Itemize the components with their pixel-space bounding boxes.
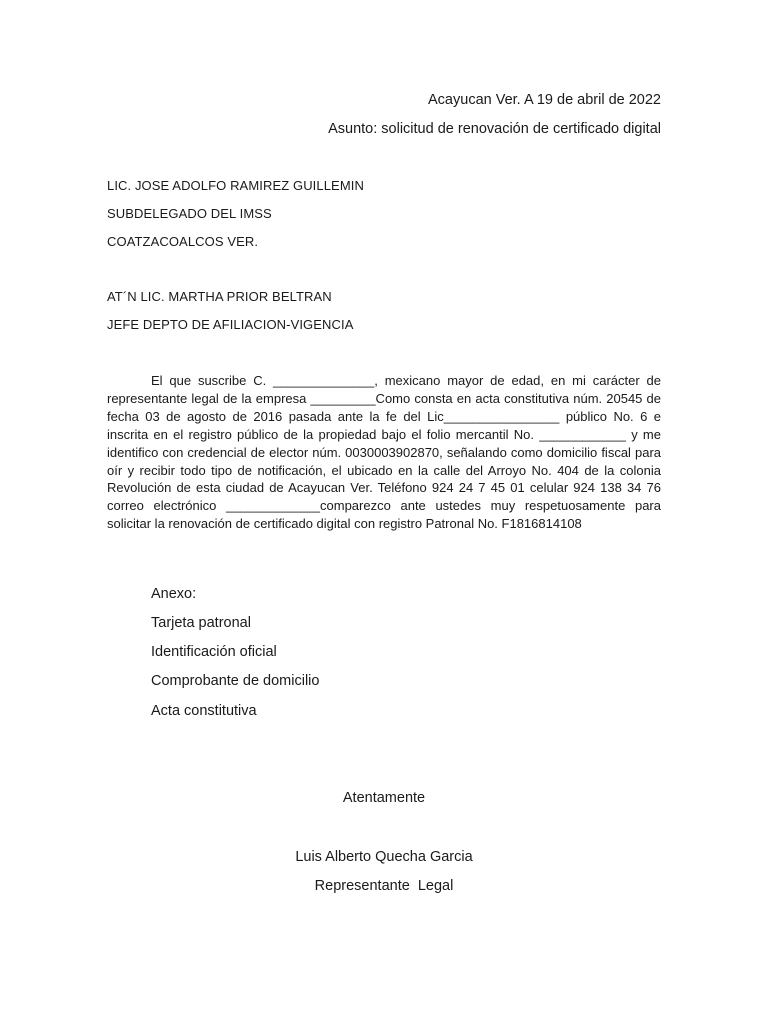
closing-salutation: Atentamente bbox=[342, 790, 426, 806]
recipient-city: COATZACOALCOS VER. bbox=[107, 234, 259, 249]
attention-name: AT´N LIC. MARTHA PRIOR BELTRAN bbox=[107, 289, 332, 304]
annex-item: Acta constitutiva bbox=[151, 703, 257, 719]
place-date: Acayucan Ver. A 19 de abril de 2022 bbox=[428, 92, 661, 108]
annex-title: Anexo: bbox=[151, 586, 197, 602]
annex-item: Tarjeta patronal bbox=[151, 615, 251, 631]
annex-item: Identificación oficial bbox=[151, 644, 277, 660]
recipient-position: SUBDELEGADO DEL IMSS bbox=[107, 206, 272, 221]
signer-role: Representante Legal bbox=[314, 878, 454, 894]
subject-line: Asunto: solicitud de renovación de certificado digital bbox=[328, 121, 661, 137]
attention-position: JEFE DEPTO DE AFILIACION-VIGENCIA bbox=[107, 317, 354, 332]
annex-item: Comprobante de domicilio bbox=[151, 673, 320, 689]
body-paragraph: El que suscribe C. ______________, mexicano mayor de edad, en mi carácter de representante legal de la empresa _________Como consta en acta constitutiva núm. 20545 de fecha 03 de agosto de 2016 pasada ante la fe del Lic________________ público No. 6 e inscrita en el registro público de la propiedad bajo el folio mercantil No. ____________ y me identifico con credencial de elector núm. 0030003902870, señalando como domicilio fiscal para oír y recibir todo tipo de notificación, el ubicado en la calle del Arroyo No. 404 de la colonia Revolución de esta ciudad de Acayucan Ver. Teléfono 924 24 7 45 01 celular 924 138 34 76 correo electrónico _____________comparezco ante ustedes muy respetuosamente para solicitar la renovación de certificado digital con registro Patronal No. F1816814108 bbox=[107, 373, 661, 532]
recipient-name: LIC. JOSE ADOLFO RAMIREZ GUILLEMIN bbox=[107, 178, 364, 193]
signer-name: Luis Alberto Quecha Garcia bbox=[295, 849, 473, 865]
